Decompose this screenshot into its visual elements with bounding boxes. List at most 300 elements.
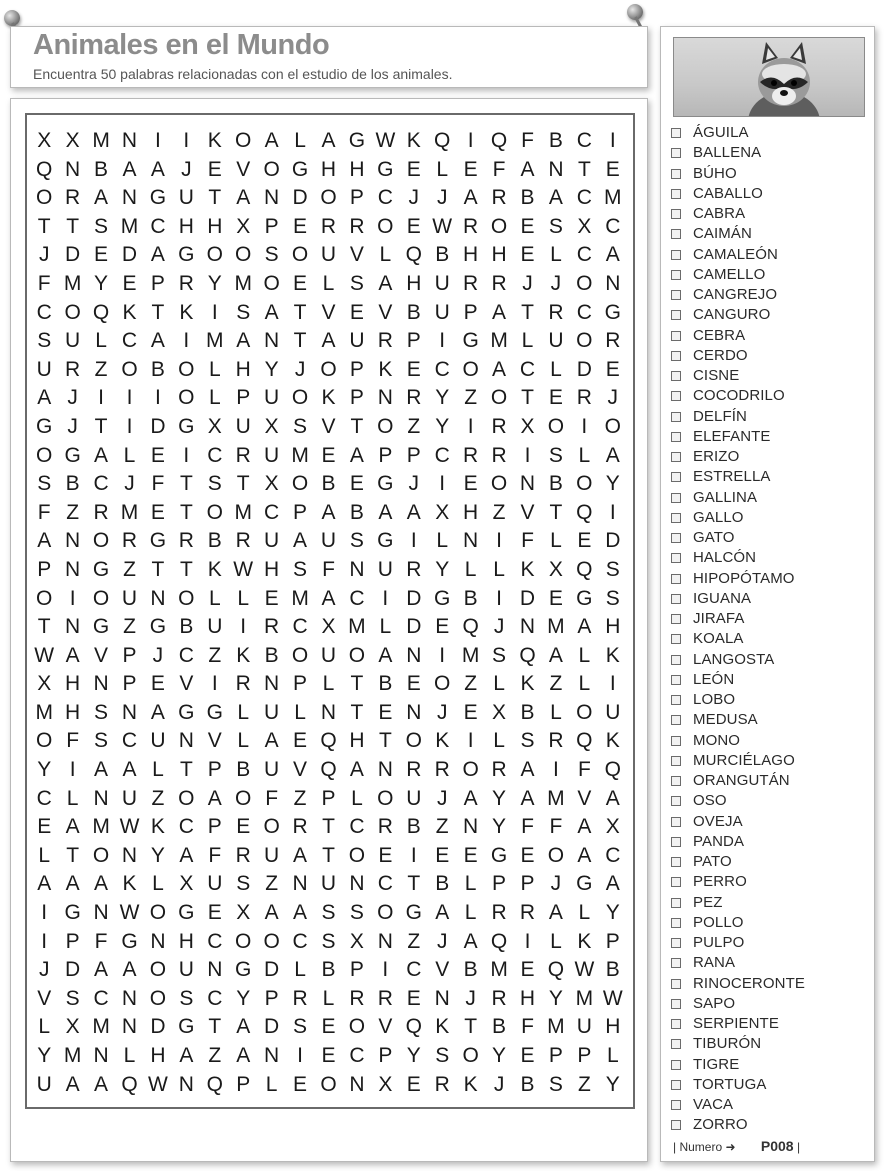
grid-cell[interactable]: L (152, 872, 164, 896)
grid-cell[interactable]: L (550, 929, 562, 953)
grid-cell[interactable]: L (322, 986, 335, 1010)
grid-cell[interactable]: J (38, 243, 50, 267)
checkbox-icon[interactable] (671, 1080, 681, 1090)
grid-cell[interactable]: L (208, 586, 221, 610)
grid-cell[interactable]: Z (407, 929, 421, 953)
grid-cell[interactable]: V (520, 500, 535, 524)
grid-cell[interactable]: T (66, 214, 80, 238)
grid-cell[interactable]: C (121, 329, 138, 353)
grid-cell[interactable]: N (377, 929, 393, 953)
grid-cell[interactable]: C (434, 357, 450, 381)
grid-cell[interactable]: P (207, 815, 222, 839)
grid-cell[interactable]: X (236, 901, 251, 925)
grid-cell[interactable]: S (207, 472, 222, 496)
grid-cell[interactable]: O (64, 300, 81, 324)
grid-cell[interactable]: S (264, 243, 279, 267)
grid-cell[interactable]: G (576, 872, 593, 896)
grid-cell[interactable]: C (434, 443, 450, 467)
grid-cell[interactable]: A (349, 758, 364, 782)
grid-cell[interactable]: C (292, 615, 308, 639)
grid-cell[interactable]: R (519, 901, 536, 925)
grid-cell[interactable]: Q (462, 615, 479, 639)
grid-cell[interactable]: Z (265, 872, 279, 896)
grid-cell[interactable]: E (293, 214, 308, 238)
grid-cell[interactable]: X (264, 414, 279, 438)
grid-cell[interactable]: R (406, 557, 422, 581)
grid-cell[interactable]: A (577, 843, 592, 867)
grid-cell[interactable]: I (211, 672, 218, 696)
grid-cell[interactable]: E (463, 843, 478, 867)
grid-cell[interactable]: R (65, 357, 81, 381)
grid-cell[interactable]: Y (605, 901, 620, 925)
grid-cell[interactable]: O (291, 386, 309, 410)
grid-cell[interactable]: N (349, 557, 365, 581)
grid-cell[interactable]: P (577, 1044, 592, 1067)
grid-cell[interactable]: E (150, 500, 165, 524)
grid-cell[interactable]: A (122, 758, 137, 782)
grid-cell[interactable]: F (151, 472, 165, 496)
grid-cell[interactable]: T (350, 672, 364, 696)
grid-cell[interactable]: E (207, 901, 222, 925)
grid-cell[interactable]: K (179, 300, 194, 324)
grid-cell[interactable]: E (520, 843, 535, 867)
grid-cell[interactable]: R (491, 443, 507, 467)
grid-cell[interactable]: T (66, 843, 80, 867)
grid-cell[interactable]: M (461, 643, 480, 667)
grid-cell[interactable]: J (436, 929, 448, 953)
grid-cell[interactable]: C (605, 843, 621, 867)
grid-cell[interactable]: C (121, 729, 138, 753)
grid-cell[interactable]: L (294, 700, 306, 724)
grid-cell[interactable]: O (263, 271, 280, 295)
grid-cell[interactable]: N (150, 586, 166, 610)
grid-cell[interactable]: S (65, 986, 80, 1010)
grid-cell[interactable]: Z (94, 357, 108, 381)
grid-cell[interactable]: C (264, 500, 280, 524)
grid-cell[interactable]: Z (464, 672, 478, 696)
checkbox-icon[interactable] (671, 877, 681, 887)
grid-cell[interactable]: V (94, 643, 109, 667)
grid-cell[interactable]: J (465, 986, 476, 1010)
grid-cell[interactable]: O (490, 214, 508, 238)
grid-cell[interactable]: N (264, 186, 280, 210)
grid-cell[interactable]: X (37, 672, 52, 696)
grid-cell[interactable]: N (292, 872, 308, 896)
grid-cell[interactable]: B (207, 529, 222, 553)
grid-cell[interactable]: Y (492, 786, 507, 810)
grid-cell[interactable]: F (94, 929, 108, 953)
grid-cell[interactable]: M (604, 186, 622, 210)
grid-cell[interactable]: R (463, 271, 479, 295)
grid-cell[interactable]: M (206, 329, 224, 353)
grid-cell[interactable]: F (521, 815, 534, 839)
grid-cell[interactable]: H (150, 1044, 166, 1067)
grid-cell[interactable]: O (377, 414, 394, 438)
grid-cell[interactable]: P (378, 443, 393, 467)
grid-cell[interactable]: X (321, 615, 336, 639)
grid-cell[interactable]: F (37, 500, 51, 524)
grid-cell[interactable]: X (65, 1015, 80, 1039)
checkbox-icon[interactable] (671, 675, 681, 685)
grid-cell[interactable]: T (577, 157, 591, 181)
grid-cell[interactable]: S (236, 872, 251, 896)
grid-cell[interactable]: N (121, 843, 138, 867)
grid-cell[interactable]: K (150, 815, 165, 839)
grid-cell[interactable]: B (492, 1015, 507, 1039)
checkbox-icon[interactable] (671, 1039, 681, 1049)
grid-cell[interactable]: Q (320, 729, 337, 753)
grid-cell[interactable]: P (65, 929, 80, 953)
grid-cell[interactable]: J (436, 186, 448, 210)
grid-cell[interactable]: B (179, 615, 194, 639)
grid-cell[interactable]: Z (293, 786, 307, 810)
grid-cell[interactable]: S (605, 557, 620, 581)
grid-cell[interactable]: E (406, 357, 421, 381)
grid-cell[interactable]: V (321, 300, 336, 324)
grid-cell[interactable]: A (37, 872, 52, 896)
grid-cell[interactable]: A (37, 386, 52, 410)
grid-cell[interactable]: T (37, 615, 51, 639)
checkbox-icon[interactable] (671, 1019, 681, 1029)
grid-cell[interactable]: L (237, 586, 250, 610)
grid-cell[interactable]: L (123, 443, 136, 467)
grid-cell[interactable]: Y (207, 271, 222, 295)
grid-cell[interactable]: H (349, 157, 365, 181)
grid-cell[interactable]: M (490, 958, 508, 982)
grid-cell[interactable]: D (65, 958, 81, 982)
grid-cell[interactable]: J (408, 186, 420, 210)
grid-cell[interactable]: E (406, 986, 421, 1010)
grid-cell[interactable]: X (492, 700, 507, 724)
grid-cell[interactable]: N (463, 815, 479, 839)
grid-cell[interactable]: M (35, 700, 53, 724)
grid-cell[interactable]: I (496, 529, 502, 553)
grid-cell[interactable]: R (434, 758, 450, 782)
grid-cell[interactable]: B (548, 472, 563, 496)
grid-cell[interactable]: R (178, 529, 194, 553)
grid-cell[interactable]: H (406, 271, 422, 295)
grid-cell[interactable]: N (93, 1044, 109, 1067)
grid-cell[interactable]: R (377, 815, 393, 839)
grid-cell[interactable]: O (92, 529, 110, 553)
grid-cell[interactable]: O (92, 843, 110, 867)
grid-cell[interactable]: L (66, 786, 79, 810)
grid-cell[interactable]: F (66, 729, 80, 753)
grid-cell[interactable]: C (377, 872, 393, 896)
grid-cell[interactable]: O (178, 386, 195, 410)
grid-cell[interactable]: Q (519, 643, 536, 667)
grid-cell[interactable]: M (490, 329, 508, 353)
grid-cell[interactable]: P (264, 986, 279, 1010)
grid-cell[interactable]: J (493, 1072, 505, 1096)
grid-cell[interactable]: H (605, 615, 621, 639)
grid-cell[interactable]: M (234, 500, 252, 524)
checkbox-icon[interactable] (671, 128, 681, 138)
grid-cell[interactable]: K (321, 386, 336, 410)
grid-cell[interactable]: L (578, 901, 591, 925)
grid-cell[interactable]: U (349, 329, 365, 353)
grid-cell[interactable]: R (320, 214, 337, 238)
grid-cell[interactable]: K (122, 300, 137, 324)
grid-cell[interactable]: T (549, 500, 563, 524)
checkbox-icon[interactable] (671, 391, 681, 401)
grid-cell[interactable]: G (178, 243, 195, 267)
checkbox-icon[interactable] (671, 999, 681, 1009)
grid-cell[interactable]: B (264, 643, 279, 667)
grid-cell[interactable]: Q (320, 758, 337, 782)
grid-cell[interactable]: K (122, 872, 137, 896)
grid-cell[interactable]: L (436, 529, 449, 553)
grid-cell[interactable]: O (36, 186, 53, 210)
grid-cell[interactable]: A (605, 786, 620, 810)
grid-cell[interactable]: K (520, 557, 535, 581)
grid-cell[interactable]: H (178, 214, 194, 238)
grid-cell[interactable]: Z (208, 643, 222, 667)
grid-cell[interactable]: Y (435, 386, 450, 410)
grid-cell[interactable]: W (233, 557, 254, 581)
grid-cell[interactable]: N (264, 672, 280, 696)
grid-cell[interactable]: D (576, 357, 592, 381)
checkbox-icon[interactable] (671, 553, 681, 563)
grid-cell[interactable]: C (349, 1044, 365, 1067)
grid-cell[interactable]: B (548, 129, 563, 152)
grid-cell[interactable]: B (406, 815, 421, 839)
grid-cell[interactable]: I (581, 414, 588, 438)
grid-cell[interactable]: I (382, 958, 389, 982)
grid-cell[interactable]: N (121, 129, 138, 152)
grid-cell[interactable]: H (65, 700, 81, 724)
grid-cell[interactable]: A (548, 643, 563, 667)
grid-cell[interactable]: A (349, 443, 364, 467)
grid-cell[interactable]: S (293, 557, 308, 581)
grid-cell[interactable]: O (235, 786, 252, 810)
grid-cell[interactable]: M (547, 1015, 565, 1039)
grid-cell[interactable]: E (122, 271, 137, 295)
grid-cell[interactable]: S (349, 901, 364, 925)
grid-cell[interactable]: A (492, 300, 507, 324)
grid-cell[interactable]: A (264, 729, 279, 753)
grid-cell[interactable]: L (294, 958, 306, 982)
grid-cell[interactable]: R (235, 843, 251, 867)
grid-cell[interactable]: W (119, 815, 140, 839)
grid-cell[interactable]: E (520, 1044, 535, 1067)
grid-cell[interactable]: O (263, 157, 280, 181)
grid-cell[interactable]: O (377, 901, 394, 925)
grid-cell[interactable]: B (94, 157, 109, 181)
grid-cell[interactable]: A (236, 186, 251, 210)
grid-cell[interactable]: G (576, 586, 593, 610)
grid-cell[interactable]: Z (549, 672, 563, 696)
grid-cell[interactable]: A (65, 1072, 80, 1096)
grid-cell[interactable]: E (548, 386, 563, 410)
grid-cell[interactable]: I (126, 386, 133, 410)
grid-cell[interactable]: K (406, 129, 421, 152)
grid-cell[interactable]: E (37, 815, 52, 839)
grid-cell[interactable]: M (575, 986, 594, 1010)
grid-cell[interactable]: C (576, 243, 592, 267)
grid-cell[interactable]: O (36, 586, 53, 610)
grid-cell[interactable]: S (321, 929, 336, 953)
grid-cell[interactable]: O (490, 386, 508, 410)
grid-cell[interactable]: J (67, 414, 78, 438)
checkbox-icon[interactable] (671, 310, 681, 320)
grid-cell[interactable]: L (38, 843, 51, 867)
grid-cell[interactable]: Q (92, 300, 110, 324)
grid-cell[interactable]: L (436, 157, 449, 181)
grid-cell[interactable]: V (179, 672, 194, 696)
grid-cell[interactable]: U (434, 300, 450, 324)
grid-cell[interactable]: Q (36, 157, 53, 181)
grid-cell[interactable]: J (493, 615, 505, 639)
grid-cell[interactable]: F (521, 529, 534, 553)
grid-cell[interactable]: D (406, 586, 422, 610)
grid-cell[interactable]: B (435, 243, 450, 267)
grid-cell[interactable]: X (349, 929, 364, 953)
grid-cell[interactable]: I (183, 443, 190, 467)
grid-cell[interactable]: P (548, 1044, 563, 1067)
grid-cell[interactable]: N (349, 1072, 365, 1096)
grid-cell[interactable]: G (149, 186, 167, 210)
grid-cell[interactable]: W (432, 214, 453, 238)
grid-cell[interactable]: T (350, 414, 364, 438)
grid-cell[interactable]: J (408, 472, 420, 496)
grid-cell[interactable]: E (520, 214, 535, 238)
grid-cell[interactable]: T (464, 1015, 478, 1039)
grid-cell[interactable]: B (349, 500, 364, 524)
grid-cell[interactable]: G (462, 329, 479, 353)
grid-cell[interactable]: R (406, 386, 422, 410)
grid-cell[interactable]: F (265, 786, 279, 810)
checkbox-icon[interactable] (671, 776, 681, 786)
grid-cell[interactable]: A (150, 329, 165, 353)
grid-cell[interactable]: U (36, 357, 52, 381)
grid-cell[interactable]: T (179, 500, 193, 524)
grid-cell[interactable]: N (605, 271, 621, 295)
checkbox-icon[interactable] (671, 331, 681, 341)
grid-cell[interactable]: N (349, 872, 365, 896)
grid-cell[interactable]: O (377, 786, 394, 810)
checkbox-icon[interactable] (671, 1060, 681, 1070)
grid-cell[interactable]: H (264, 557, 280, 581)
grid-cell[interactable]: O (235, 129, 252, 152)
grid-cell[interactable]: T (37, 214, 51, 238)
grid-cell[interactable]: Y (492, 815, 507, 839)
checkbox-icon[interactable] (671, 371, 681, 381)
grid-cell[interactable]: Y (236, 986, 251, 1010)
grid-cell[interactable]: A (463, 786, 478, 810)
grid-cell[interactable]: G (434, 586, 451, 610)
grid-cell[interactable]: K (463, 1072, 478, 1096)
grid-cell[interactable]: L (464, 901, 477, 925)
grid-cell[interactable]: E (349, 472, 364, 496)
grid-cell[interactable]: I (382, 586, 389, 610)
grid-cell[interactable]: A (264, 901, 279, 925)
grid-cell[interactable]: H (235, 357, 251, 381)
grid-cell[interactable]: J (152, 643, 164, 667)
grid-cell[interactable]: T (151, 557, 165, 581)
grid-cell[interactable]: E (321, 1044, 336, 1067)
grid-cell[interactable]: V (37, 986, 52, 1010)
grid-cell[interactable]: D (65, 243, 81, 267)
grid-cell[interactable]: X (435, 500, 450, 524)
grid-cell[interactable]: E (94, 243, 109, 267)
grid-cell[interactable]: Q (576, 729, 593, 753)
grid-cell[interactable]: G (348, 129, 366, 152)
grid-cell[interactable]: H (605, 1015, 621, 1039)
grid-cell[interactable]: R (292, 815, 308, 839)
grid-cell[interactable]: K (520, 672, 535, 696)
grid-cell[interactable]: R (463, 443, 479, 467)
grid-cell[interactable]: D (150, 1015, 166, 1039)
grid-cell[interactable]: L (95, 329, 107, 353)
checkbox-icon[interactable] (671, 452, 681, 462)
grid-cell[interactable]: Y (548, 986, 563, 1010)
grid-cell[interactable]: E (406, 214, 421, 238)
grid-cell[interactable]: O (576, 271, 593, 295)
grid-cell[interactable]: A (150, 157, 165, 181)
grid-cell[interactable]: L (493, 672, 505, 696)
checkbox-icon[interactable] (671, 857, 681, 867)
grid-cell[interactable]: A (492, 357, 507, 381)
grid-cell[interactable]: J (522, 271, 533, 295)
checkbox-icon[interactable] (671, 290, 681, 300)
grid-cell[interactable]: K (435, 1015, 450, 1039)
grid-cell[interactable]: I (155, 129, 161, 152)
grid-cell[interactable]: N (548, 157, 564, 181)
grid-cell[interactable]: L (464, 557, 477, 581)
grid-cell[interactable]: E (349, 300, 364, 324)
grid-cell[interactable]: R (548, 729, 564, 753)
grid-cell[interactable]: A (264, 129, 279, 152)
grid-cell[interactable]: G (377, 472, 394, 496)
grid-cell[interactable]: P (349, 357, 364, 381)
grid-cell[interactable]: R (434, 1072, 450, 1096)
grid-cell[interactable]: A (378, 500, 393, 524)
checkbox-icon[interactable] (671, 351, 681, 361)
grid-cell[interactable]: U (377, 557, 393, 581)
checkbox-icon[interactable] (671, 574, 681, 584)
grid-cell[interactable]: H (320, 157, 337, 181)
grid-cell[interactable]: E (264, 586, 279, 610)
grid-cell[interactable]: Y (150, 843, 165, 867)
grid-cell[interactable]: I (609, 672, 616, 696)
grid-cell[interactable]: S (349, 271, 364, 295)
grid-cell[interactable]: Z (435, 815, 449, 839)
grid-cell[interactable]: J (294, 357, 306, 381)
grid-cell[interactable]: F (322, 557, 335, 581)
grid-cell[interactable]: S (492, 643, 507, 667)
grid-cell[interactable]: A (37, 529, 52, 553)
grid-cell[interactable]: V (236, 157, 251, 181)
grid-cell[interactable]: G (121, 929, 138, 953)
grid-cell[interactable]: C (605, 214, 621, 238)
grid-cell[interactable]: E (321, 1015, 336, 1039)
checkbox-icon[interactable] (671, 634, 681, 644)
grid-cell[interactable]: O (462, 1044, 479, 1067)
grid-cell[interactable]: P (321, 786, 336, 810)
grid-cell[interactable]: O (462, 758, 479, 782)
grid-cell[interactable]: U (264, 843, 280, 867)
grid-cell[interactable]: O (178, 786, 195, 810)
grid-cell[interactable]: A (463, 186, 478, 210)
grid-cell[interactable]: H (207, 214, 223, 238)
grid-cell[interactable]: N (406, 700, 422, 724)
grid-cell[interactable]: G (235, 958, 252, 982)
grid-cell[interactable]: I (467, 129, 474, 152)
grid-cell[interactable]: E (463, 700, 478, 724)
grid-cell[interactable]: Z (407, 414, 421, 438)
grid-cell[interactable]: S (293, 1015, 308, 1039)
